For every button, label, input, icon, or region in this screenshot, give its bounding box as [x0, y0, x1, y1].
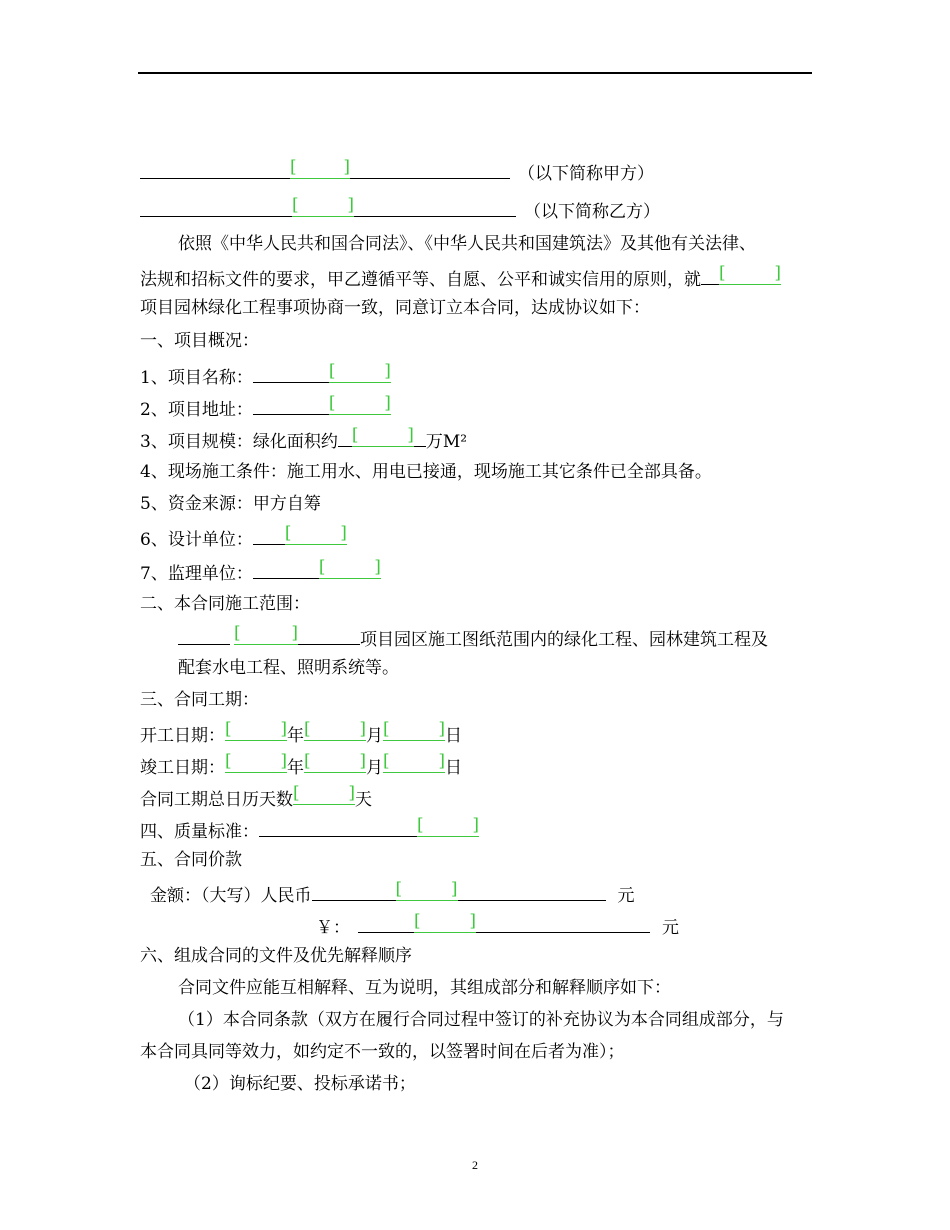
start-year-field[interactable]: [ ]: [225, 719, 287, 739]
end-date-line: 竣工日期： [ ] 年 [ ] 月 [ ] 日: [140, 751, 462, 778]
quality-standard-line: 四、质量标准： [ ]: [140, 815, 479, 842]
blank[interactable]: [259, 818, 417, 837]
start-date-line: 开工日期： [ ] 年 [ ] 月 [ ] 日: [140, 719, 462, 746]
total-days-field[interactable]: [ ]: [293, 783, 355, 803]
supervision-unit-line: 7、监理单位： [ ]: [140, 557, 381, 584]
funding-line: 5、资金来源：甲方自筹: [140, 494, 321, 514]
intro-line-1: 依照《中华人民共和国合同法》、《中华人民共和国建筑法》及其他有关法律、: [178, 234, 756, 254]
section-2-title: 二、本合同施工范围：: [140, 594, 310, 614]
field-bracket[interactable]: [ ]: [292, 195, 354, 215]
field-bracket[interactable]: [ ]: [417, 815, 479, 835]
blank[interactable]: [458, 882, 606, 901]
intro-line-2: 法规和招标文件的要求，甲乙遵循平等、自愿、公平和诚实信用的原则，就 [ ]: [140, 263, 781, 290]
field-bracket[interactable]: [ ]: [719, 263, 781, 283]
blank[interactable]: [253, 396, 329, 415]
field-bracket[interactable]: [ ]: [284, 523, 347, 543]
total-days-line: 合同工期总日历天数 [ ] 天: [140, 783, 372, 810]
section-6-intro: 合同文件应能互相解释、互为说明，其组成部分和解释顺序如下：: [178, 978, 671, 998]
site-conditions-line: 4、现场施工条件：施工用水、用电已接通，现场施工其它条件已全部具备。: [140, 462, 712, 482]
blank[interactable]: [476, 914, 650, 933]
field-bracket[interactable]: [ ]: [414, 911, 476, 931]
blank[interactable]: [358, 914, 414, 933]
section-1-title: 一、项目概况：: [140, 331, 259, 351]
field-bracket[interactable]: [ ]: [328, 361, 391, 381]
field-bracket[interactable]: [ ]: [290, 157, 350, 177]
scope-line-2: 配套水电工程、照明系统等。: [178, 658, 399, 678]
party-b-suffix: （以下简称乙方）: [524, 202, 660, 222]
amount-figures-line: ￥： [ ] 元: [316, 911, 679, 938]
field-bracket[interactable]: [ ]: [395, 879, 458, 899]
blank[interactable]: [298, 626, 360, 645]
field-bracket[interactable]: [ ]: [318, 557, 381, 577]
doc-order-item-2: （2）询标纪要、投标承诺书；: [184, 1074, 416, 1094]
blank[interactable]: [338, 428, 352, 447]
scope-line-1: [ ] 项目园区施工图纸范围内的绿化工程、园林建筑工程及: [178, 624, 768, 652]
blank[interactable]: [701, 266, 719, 285]
blank[interactable]: [414, 428, 426, 447]
blank[interactable]: [312, 882, 396, 901]
section-3-title: 三、合同工期：: [140, 690, 259, 710]
blank[interactable]: [350, 160, 510, 179]
blank[interactable]: [253, 364, 329, 383]
field-bracket[interactable]: [ ]: [328, 393, 391, 413]
blank[interactable]: [178, 626, 230, 645]
party-a-line: [140, 158, 654, 186]
blank[interactable]: [253, 526, 285, 545]
page-number: 2: [472, 1158, 478, 1172]
start-day-field[interactable]: [ ]: [383, 719, 445, 739]
project-scale-line: 3、项目规模：绿化面积约 [ ] 万M²: [140, 425, 468, 452]
doc-order-item-1-cont: 本合同具同等效力，如约定不一致的，以签署时间在后者为准）；: [140, 1042, 625, 1062]
party-b-line: [140, 196, 660, 224]
design-unit-line: 6、设计单位： [ ]: [140, 523, 347, 550]
blank[interactable]: [140, 198, 292, 217]
blank[interactable]: [140, 160, 290, 179]
end-year-field[interactable]: [ ]: [225, 751, 287, 771]
field-bracket[interactable]: [ ]: [234, 623, 298, 643]
amount-words-line: 金额：（大写）人民币 [ ] 元: [150, 879, 635, 906]
project-address-line: 2、项目地址： [ ]: [140, 393, 391, 420]
header-rule: [138, 72, 812, 74]
intro-line-3: 项目园林绿化工程事项协商一致，同意订立本合同，达成协议如下：: [140, 298, 650, 318]
project-name-line: 1、项目名称： [ ]: [140, 361, 391, 388]
field-bracket[interactable]: [ ]: [351, 425, 414, 445]
blank[interactable]: [354, 198, 516, 217]
blank[interactable]: [253, 560, 319, 579]
end-month-field[interactable]: [ ]: [304, 751, 366, 771]
party-a-suffix: （以下简称甲方）: [518, 164, 654, 184]
start-month-field[interactable]: [ ]: [304, 719, 366, 739]
section-5-title: 五、合同价款: [140, 850, 242, 870]
end-day-field[interactable]: [ ]: [383, 751, 445, 771]
doc-order-item-1: （1）本合同条款（双方在履行合同过程中签订的补充协议为本合同组成部分，与: [178, 1010, 784, 1030]
section-6-title: 六、组成合同的文件及优先解释顺序: [140, 946, 412, 966]
